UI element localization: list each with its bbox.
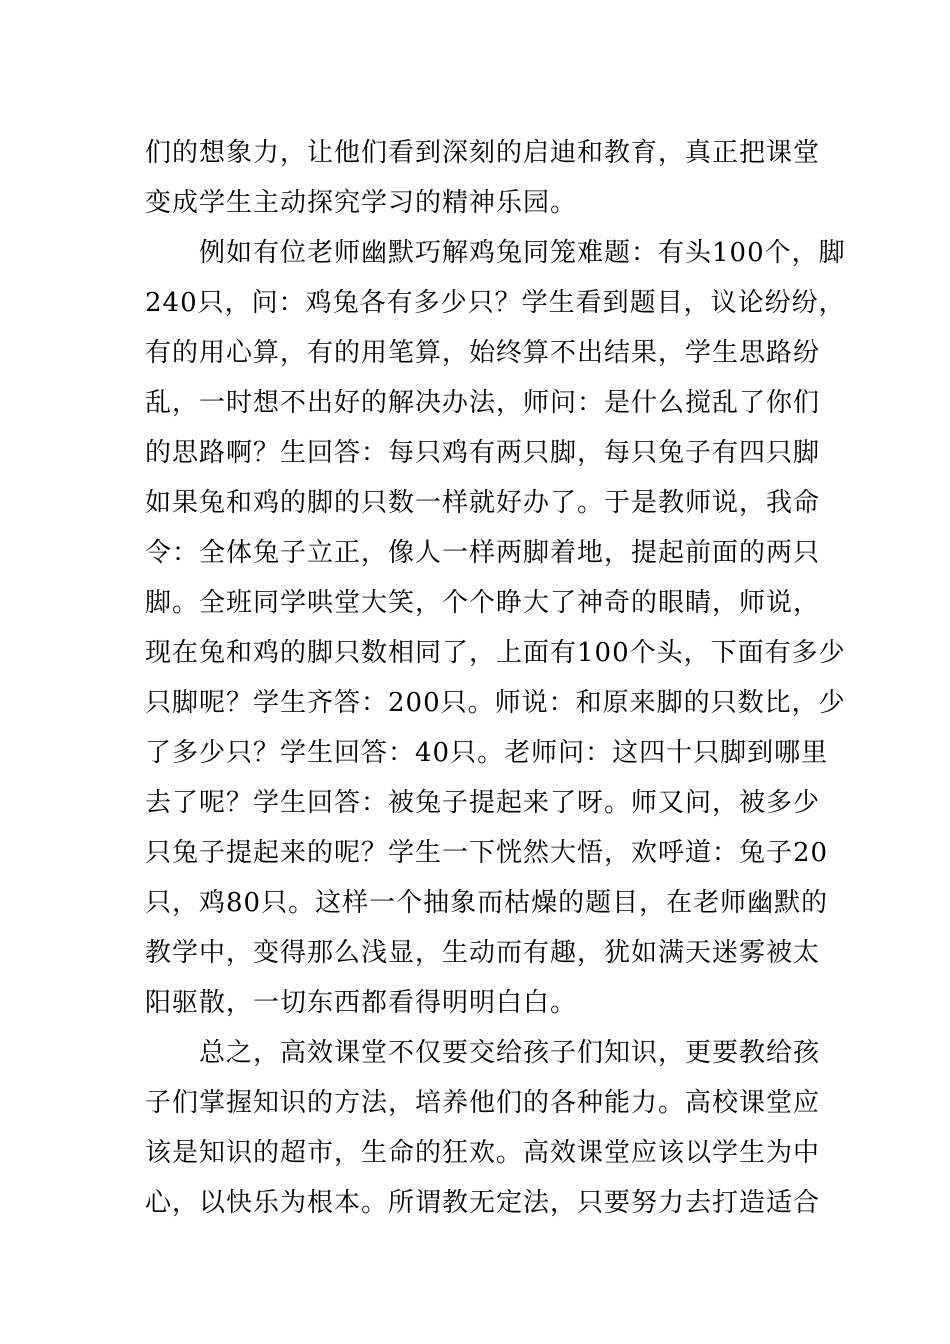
text-line: 了多少只？学生回答：40只。老师问：这四十只脚到哪里: [145, 738, 829, 768]
text-line: 例如有位老师幽默巧解鸡兔同笼难题：有头100个，脚: [199, 238, 846, 268]
text-line: 乱，一时想不出好的解决办法，师问：是什么搅乱了你们: [145, 388, 821, 418]
text-line: 脚。全班同学哄堂大笑，个个睁大了神奇的眼睛，师说，: [145, 588, 821, 618]
text-line: 有的用心算，有的用笔算，始终算不出结果，学生思路纷: [145, 338, 821, 368]
text-line: 该是知识的超市，生命的狂欢。高效课堂应该以学生为中: [145, 1138, 821, 1168]
text-line: 只脚呢？学生齐答：200只。师说：和原来脚的只数比，少: [145, 688, 846, 718]
text-line: 阳驱散，一切东西都看得明明白白。: [145, 988, 578, 1018]
text-line: 去了呢？学生回答：被兔子提起来了呀。师又问，被多少: [145, 788, 821, 818]
text-line: 变成学生主动探究学习的精神乐园。: [145, 188, 578, 218]
text-line: 只，鸡80只。这样一个抽象而枯燥的题目，在老师幽默的: [145, 888, 829, 918]
text-line: 的思路啊？生回答：每只鸡有两只脚，每只兔子有四只脚: [145, 438, 821, 468]
text-line: 现在兔和鸡的脚只数相同了，上面有100个头，下面有多少: [145, 638, 846, 668]
text-line: 心，以快乐为根本。所谓教无定法，只要努力去打造适合: [145, 1188, 821, 1218]
text-line: 如果兔和鸡的脚的只数一样就好办了。于是教师说，我命: [145, 488, 821, 518]
text-line: 教学中，变得那么浅显，生动而有趣，犹如满天迷雾被太: [145, 938, 821, 968]
body-text: [145, 128, 846, 1228]
text-line: 令：全体兔子立正，像人一样两脚着地，提起前面的两只: [145, 538, 821, 568]
text-line: 们的想象力，让他们看到深刻的启迪和教育，真正把课堂: [145, 138, 821, 168]
text-line: 240只，问：鸡兔各有多少只？学生看到题目，议论纷纷，: [145, 288, 846, 318]
text-line: 总之，高效课堂不仅要交给孩子们知识，更要教给孩: [199, 1038, 821, 1068]
text-line: 子们掌握知识的方法，培养他们的各种能力。高校课堂应: [145, 1088, 821, 1118]
text-line: 只兔子提起来的呢？学生一下恍然大悟，欢呼道：兔子20: [145, 838, 829, 868]
